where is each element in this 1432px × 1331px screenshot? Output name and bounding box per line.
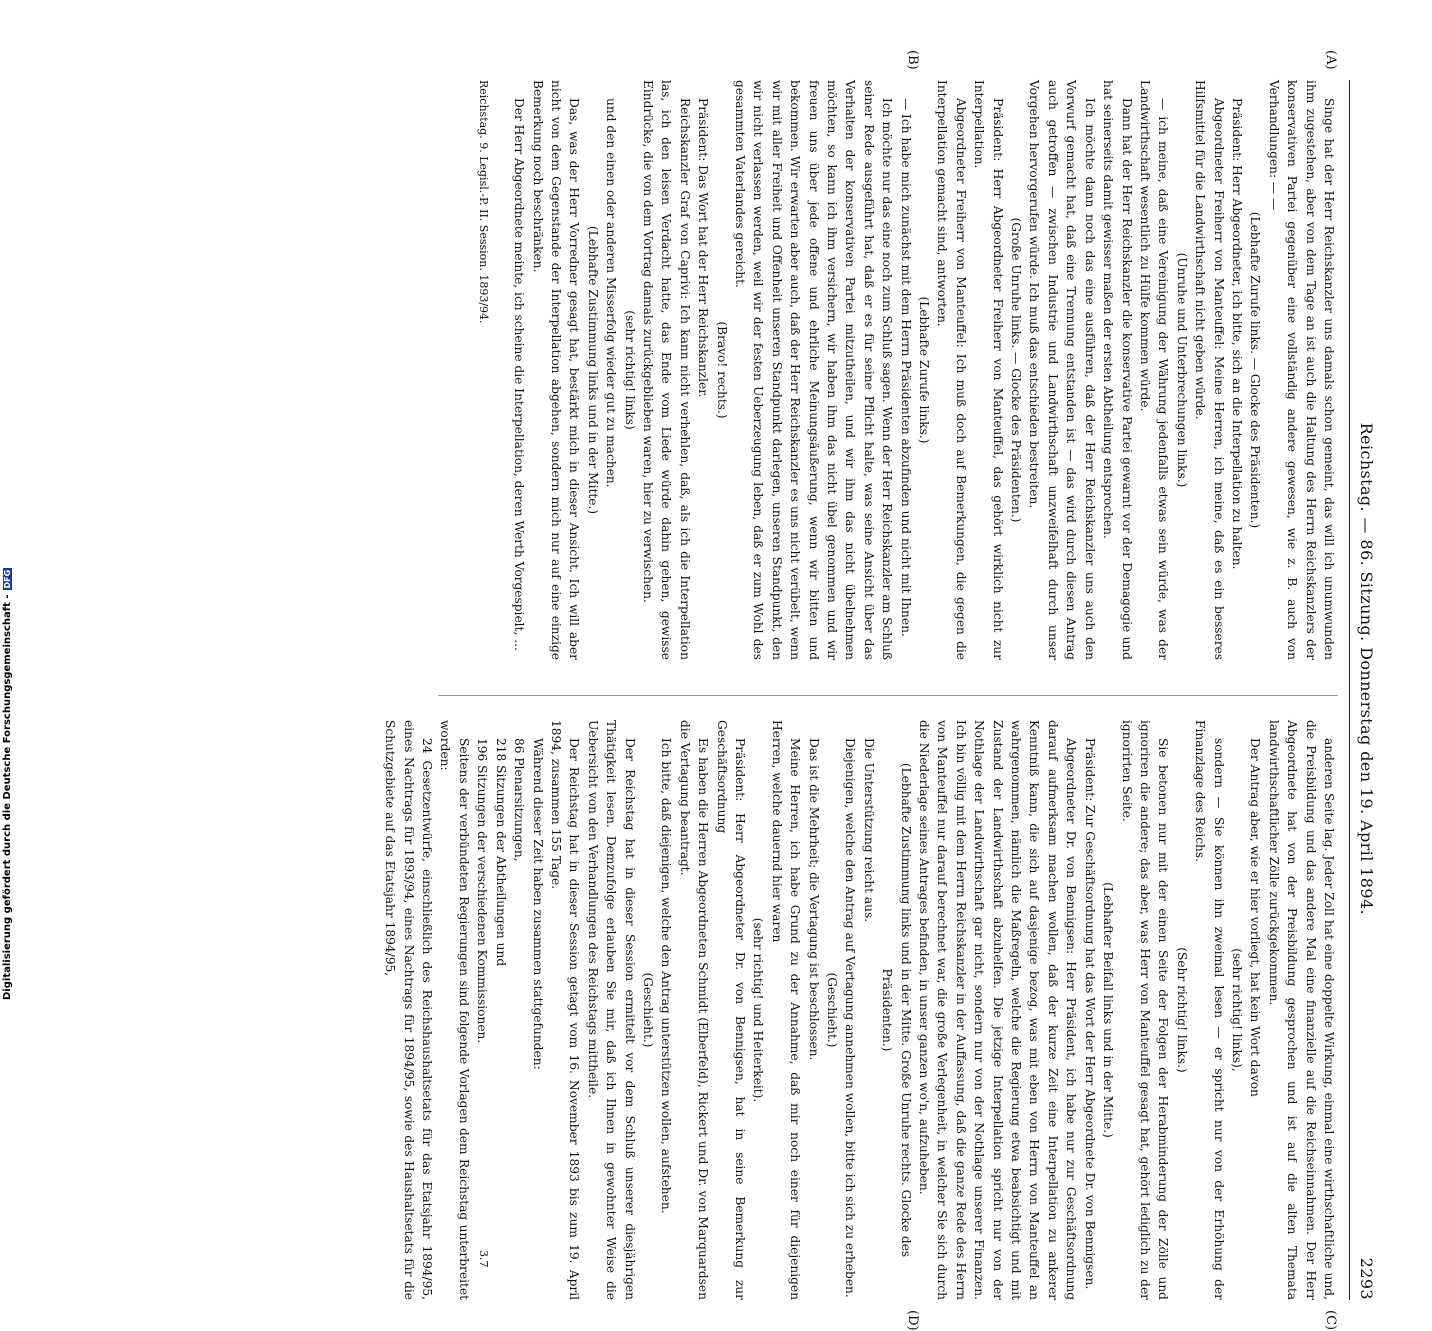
paragraph: (sehr richtig! links), — [1229, 948, 1244, 1072]
paragraph: Sie betonen nur mit der einen Seite der Folgen der Herabminderung der Zölle und ignoriren die andere; das aber, was Herr von Manteuffel gesagt hat, gehört lediglich zu der ignorirten Seite. — [1119, 720, 1171, 1300]
header-rule — [1349, 80, 1350, 1300]
paragraph: Während dieser Zeit haben zusammen stattgefunden: — [530, 738, 545, 1070]
left-footer: Reichstag. 9. Legisl.-P. II. Session. 1893/94. — [477, 80, 490, 324]
paragraph: Abgeordneter Dr. von Bennigsen: Herr Präsident, ich habe nur zur Geschäftsordnung darauf aufmerksam machen wollen, daß der kurze Zeit eine Interpellation zu ankerer Kenntniß kann, die sich auf dasjenige bezog, was mit eben von Herrn von Manteuffel an wahrgenommen, nämlich die Maßregeln, welche die Regierung etwa beabsichtigt und mit Zustand der Landwirthschaft abzuhelfen. Die jetzige Interpellation spricht nur von der Nothlage der Landwirthschaft gar nicht, sondern nur von der Nothlage unserer Finanzen. Ich bin völlig mit dem Herrn Reichskanzler in der Auffassung, daß die ganze Rede des Herrn von Manteuffel nur darauf berechnet war, die große Verlegenheit, in welcher Sie sich durch die Niederlage seines Antrages befinden, in unser ganzen wo'n, aufzuheben. — [917, 720, 1079, 1300]
dfg-logo: DFG — [3, 569, 12, 589]
margin-letter-a: (A) — [1323, 50, 1338, 70]
paragraph: (sehr richtig! links) — [622, 310, 637, 430]
paragraph: und den einen oder anderen Misserfolg wieder gut zu machen. — [604, 98, 619, 488]
digitization-spine — [0, 0, 20, 1000]
paragraph: Das, was der Herr Vorredner gesagt hat, bestärkt mich in dieser Ansicht. Ich will aber nicht von dem Gegenstande der Interpellation abgehen, sondern mich nur auf eine einzige Bemerkung noch beschränken. — [530, 80, 582, 660]
paragraph: sondern — Sie können ihn zweimal lesen — er spricht nur von der Erhöhung der Finanzlage des Reichs. — [1193, 720, 1226, 1300]
paragraph: (Lebhafter Beifall links und in der Mitte.) — [1101, 882, 1116, 1138]
paragraph: 24 Gesetzentwürfe, einschließlich des Reichshaushaltsetats für das Etatsjahr 1894/95, eines Nachtrags für 1893/94, eines Nachtrags für 1894/95, sowie des Haushaltsetats für die Schutzgebiete auf das Etatsjahr 1894/95, — [383, 720, 435, 1300]
page-header — [1352, 80, 1382, 1300]
paragraph: (Geschieht.) — [640, 972, 655, 1048]
paragraph: Seitens der verbündeten Regierungen sind folgende Vorlagen dem Reichstag unterbreitet worden: — [438, 720, 471, 1300]
paragraph: Abgeordneter Freiherr von Manteuffel: Meine Herren, ich meine, daß es ein besseres Hilfsmittel für die Landwirthschaft nicht geben würde. — [1193, 80, 1226, 660]
paragraph: Der Antrag aber, wie er hier vorliegt, hat kein Wort davon — [1248, 738, 1263, 1097]
column-divider — [438, 695, 1338, 696]
paragraph: Präsident: Zur Geschäftsordnung hat das Wort der Herr Abgeordnete Dr. von Bennigsen. — [1082, 738, 1097, 1290]
paragraph: Reichskanzler Graf von Caprivi: Ich kann nicht verhehlen, daß, als ich die Interpellation las, ich den leisen Verdacht hatte, das Ende vom Liede würde dahin gehen, gewisse Eindrücke, die von dem Vortrag damals zurückgeblieben waren, hier zu verwischen. — [640, 80, 692, 660]
paragraph: (Bravo! rechts.) — [714, 321, 729, 419]
paragraph: (Lebhafte Zustimmung links und in der Mitte.) — [585, 225, 600, 515]
digitization-credit: Digitalisierung gefördert durch die Deutsche Forschungsgemeinschaft -DFG — [2, 569, 13, 1000]
margin-letter-c: (C) — [1323, 1310, 1338, 1331]
page-number: 2293 — [1357, 1257, 1377, 1300]
paragraph: Der Reichstag hat in dieser Session getagt vom 16. November 1893 bis zum 19. April 1894, zusammen 155 Tage. — [548, 720, 582, 1300]
header-title: Reichstag. — 86. Sitzung. Donnerstag den 19. April 1894. — [1357, 422, 1377, 916]
rotated-print — [90, 20, 1390, 1331]
paragraph: Ich bitte, daß diejenigen, welche den Antrag unterstützen wollen, aufstehen. — [659, 738, 674, 1214]
right-column — [381, 720, 1338, 1300]
margin-letter-b: (B) — [905, 50, 920, 70]
paragraph: (Lebhafte Zurufe links. — Glocke des Präsidenten.) — [1248, 211, 1263, 529]
paragraph: (Lebhafte Zustimmung links und in der Mitte. Große Unruhe rechts. Glocke des Präsidenten.) — [880, 762, 913, 1258]
paragraph: 86 Plenarsitzungen, — [512, 738, 527, 862]
paragraph: Abgeordneter Freiherr von Manteuffel: Ich muß doch auf Bemerkungen, die gegen die Interpellation gemacht sind, antworten. — [935, 80, 968, 660]
paragraph: Diejenigen, welche den Antrag auf Vertagung annehmen wollen, bitte ich sich zu erheben. — [843, 738, 858, 1298]
paragraph: Präsident: Das Wort hat der Herr Reichskanzler. — [696, 98, 711, 398]
paragraph: (Geschieht.) — [825, 972, 840, 1048]
paragraph: Präsident: Herr Abgeordneter Dr. von Bennigsen, hat in seine Bemerkung zur Geschäftsordnung — [714, 720, 747, 1300]
paragraph: (Große Unruhe links. — Glocke des Präsidenten.) — [1009, 217, 1024, 523]
margin-letter-d: (D) — [905, 1310, 920, 1331]
paragraph: — Ich habe mich zunächst mit dem Herrn Präsidenten abzufinden und nicht mit Ihnen. — [898, 98, 913, 637]
paragraph: Dann hat der Herr Reichskanzler die konservative Partei gewarnt vor der Demagogie und hat seinerseits damit gewisser maßen der ersten Abtheilung entsprochen. — [1101, 80, 1134, 660]
paragraph: 218 Sitzungen der Abtheilungen und — [493, 738, 508, 967]
paragraph: Meine Herren, ich habe Grund zu der Annahme, daß mir noch einer für diejenigen Herren, welche dauernd hier waren — [769, 720, 803, 1300]
paragraph: (Unruhe und Unterbrechungen links.) — [1174, 252, 1189, 488]
paragraph: 196 Sitzungen der verschiedenen Kommissionen. — [475, 738, 490, 1044]
paragraph: Ich möchte dann noch das eine ausführen, daß der Herr Reichskanzler uns auch den Vorwurf gemacht hat, daß eine Trennung entstanden ist — das wird durch diesen Antrag auch getroffen — zwischen Industrie und Landwirthschaft unzweifelhaft durch unser Vorgehen hervorgerufen würde. Ich muß das entschieden bestreiten. — [1027, 80, 1097, 660]
right-footer: 3.7 — [477, 1250, 490, 1268]
paragraph: Es haben die Herren Abgeordneten Schmidt (Elberfeld), Rickert und Dr. von Marquardsen die Vertagung beantragt. — [677, 720, 711, 1300]
paragraph: Der Reichstag hat in dieser Session ermittelt vor dem Schluß unserer diesjährigen Thätigkeit lesen. Demzufolge erlauben Sie mir, daß ich Ihnen in gewohnter Weise die Uebersicht von den Verhandlungen des Reichstags mittheile. — [585, 720, 637, 1300]
paragraph: Die Unterstützung reicht aus. — [861, 738, 876, 923]
left-column — [510, 80, 1338, 660]
paragraph: — ich meine, daß eine Vereinigung der Währung jedenfalls etwas sein würde, was der Landwirthschaft wesentlich zu Hülfe kommen würde. — [1137, 80, 1171, 660]
paragraph: anderen Seite lag. Jeder Zoll hat eine doppelte Wirkung, einmal eine wirthschaftliche und, die Preisbildung und das andere Mal eine finanzielle auf die Reichseinnahmen. Der Herr Abgeordnete hat von der Preisbildung gesprochen und ist auf die alten Themata landwirthschaftlicher Zölle zurückgekommen. — [1266, 720, 1336, 1300]
paragraph: Der Herr Abgeordnete meinte, ich scheine die Interpellation, deren Werth Vorgespielt, ... — [512, 98, 527, 651]
paragraph: Singe hat der Herr Reichskanzler uns damals schon gemeint, das will ich unumwunden ihm zugestehen, aber von dem Tage an ist auch die Haltung des Herrn Reichskanzlers der konservativen Partei gegenüber eine vollständig andere gewesen, wie z. B. auch von Verhandlungen: — — — [1266, 80, 1336, 660]
paragraph: Präsident: Herr Abgeordneter Freiherr von Manteuffel, das gehört wirklich nicht zur Interpellation. — [972, 80, 1005, 660]
paragraph: (Lebhafte Zurufe links.) — [917, 296, 932, 444]
paragraph: Ich möchte nur das eine noch zum Schluß sagen. Wenn der Herr Reichskanzler am Schluß seiner Rede ausgeführt hat, daß er es für seine Pflicht halte, was seine Ansicht über das Verhalten der konservativen Partei mitzutheilen, und wir ihm das nicht übelnehmen möchten, so kann ich ihm versichern, wir haben ihm das nicht übel genommen und wir freuen uns über jede offene und ehrliche Meinungsäußerung, wenn wir bitten und bekommen. Wir erwarten aber auch, daß der Herr Reichskanzler es uns nicht verübelt, wenn wir mit aller Freiheit und Offenheit unseren Standpunkt darlegen, unseren Standpunkt, den wir nicht verlassen werden, weil wir der festen Ueberzeugung leben, daß er zum Wohl des gesammten Vaterlandes gereicht. — [733, 80, 895, 660]
paragraph: (sehr richtig! und Heiterkeit). — [751, 917, 766, 1103]
paragraph: Das ist die Mehrheit; die Vertagung ist beschlossen. — [806, 738, 821, 1061]
paragraph: Präsident: Herr Abgeordneter, ich bitte, sich an die Interpellation zu halten. — [1229, 98, 1244, 570]
paragraph: (Sehr richtig! links.) — [1174, 947, 1189, 1073]
